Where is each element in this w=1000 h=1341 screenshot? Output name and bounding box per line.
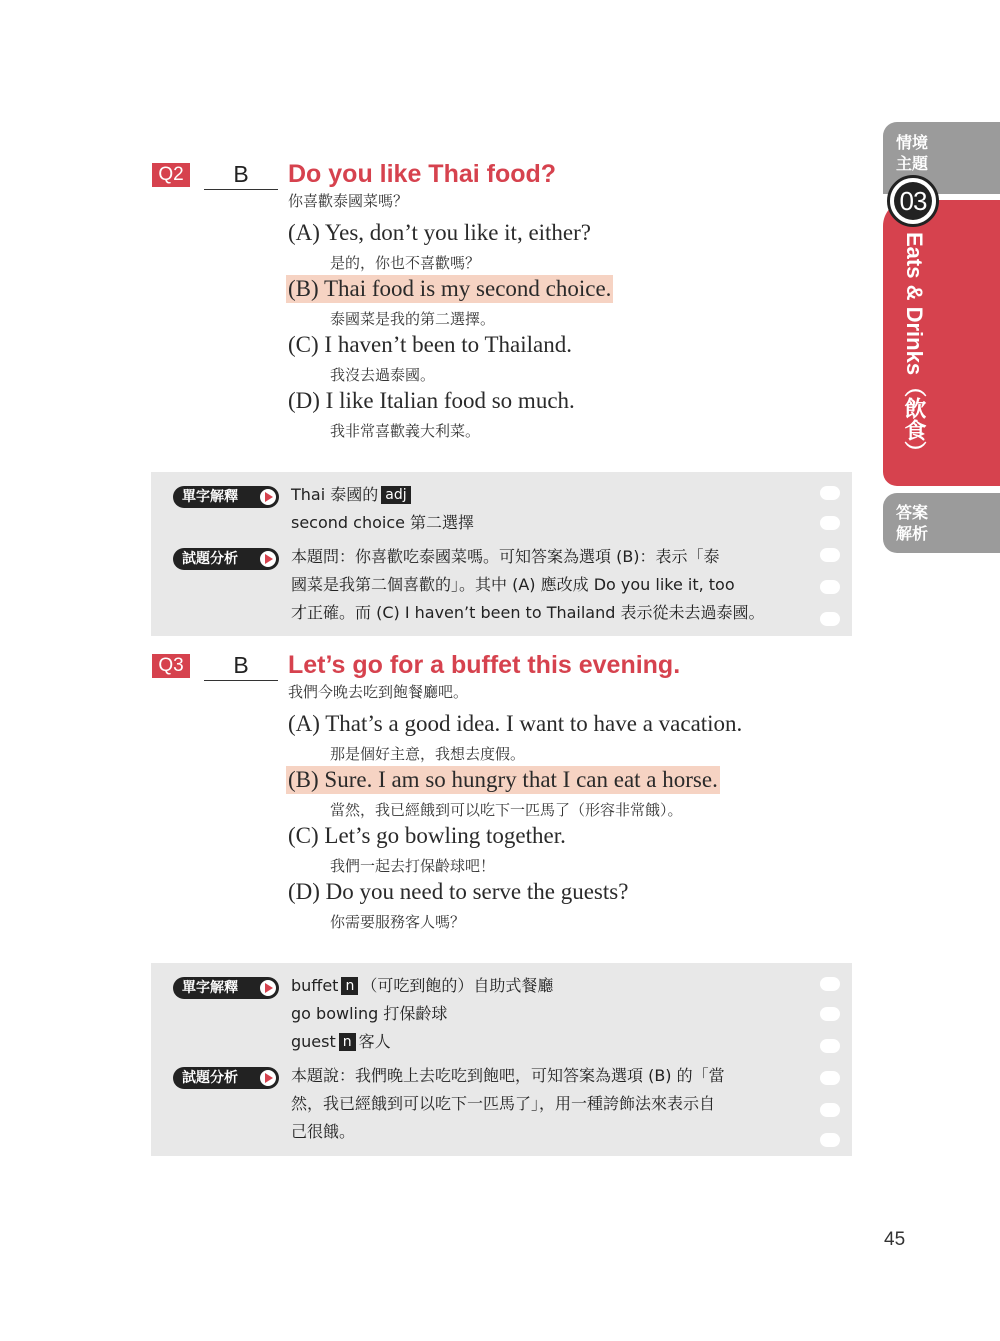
vocab-tag	[173, 977, 279, 999]
vocab-tag	[173, 486, 279, 508]
option-b	[286, 275, 613, 303]
play-arrow-icon	[259, 488, 277, 506]
option-text: (C) I haven’t been to Thailand.	[288, 332, 573, 357]
binder-ring	[820, 486, 840, 500]
chapter-title: Eats & Drinks（飲食）	[902, 232, 927, 464]
option-text-correct: (B) Sure. I am so hungry that I can eat a horse.	[288, 767, 718, 792]
answer-key: B	[204, 160, 278, 190]
vocab-word: Thai 泰國的	[291, 485, 379, 504]
analysis-line: 本題說：我們晚上去吃吃到飽吧，可知答案為選項 (B) 的「當	[291, 1066, 725, 1085]
part-of-speech-badge: n	[339, 1033, 356, 1051]
play-arrow-icon	[259, 550, 277, 568]
option-a	[286, 710, 744, 738]
option-translation: 當然，我已經餓到可以吃下一匹馬了（形容非常餓）。	[330, 801, 683, 819]
vocab-item	[291, 1031, 391, 1053]
binder-ring	[820, 1071, 840, 1085]
question-translation: 你喜歡泰國菜嗎？	[288, 192, 409, 210]
analysis-tag-label: 試題分析	[182, 1070, 238, 1086]
vocab-word: buffet	[291, 976, 339, 995]
side-tab-theme-line: 主題	[896, 154, 929, 173]
analysis-tag-label: 試題分析	[182, 551, 238, 567]
binder-ring	[820, 1007, 840, 1021]
explanation-panel-q3	[151, 963, 852, 1156]
vocab-tag-label: 單字解釋	[182, 980, 238, 996]
option-text-correct: (B) Thai food is my second choice.	[288, 276, 612, 301]
analysis-line: 國菜是我第二個喜歡的」。其中 (A) 應改成 Do you like it, too	[291, 575, 735, 594]
side-tab-answers-line: 解析	[896, 524, 929, 543]
analysis-tag	[173, 1067, 279, 1089]
option-a	[286, 219, 593, 247]
option-translation: 我非常喜歡義大利菜。	[330, 422, 481, 440]
question-text: Do you like Thai food?	[288, 160, 557, 188]
option-translation: 泰國菜是我的第二選擇。	[330, 310, 496, 328]
binder-ring	[820, 1103, 840, 1117]
side-tab-theme-line: 情境	[896, 133, 929, 152]
side-tab-answers-label	[896, 502, 928, 544]
page-number: 45	[884, 1229, 906, 1250]
question-text: Let’s go for a buffet this evening.	[288, 651, 681, 679]
chapter-number: 03	[894, 182, 932, 220]
binder-ring	[820, 548, 840, 562]
vocab-meaning: 客人	[358, 1032, 391, 1051]
part-of-speech-badge: adj	[381, 486, 410, 504]
binder-ring	[820, 516, 840, 530]
question-number-badge: Q2	[152, 163, 190, 187]
vocab-item	[291, 484, 414, 506]
play-arrow-icon	[259, 1069, 277, 1087]
option-translation: 是的，你也不喜歡嗎？	[330, 254, 481, 272]
answer-key: B	[204, 651, 278, 681]
binder-ring	[820, 1133, 840, 1147]
option-text: (D) Do you need to serve the guests?	[288, 879, 629, 904]
question-number-badge: Q3	[152, 654, 190, 678]
vocab-word: go bowling 打保齡球	[291, 1004, 448, 1023]
binder-ring	[820, 580, 840, 594]
binder-ring	[820, 1039, 840, 1053]
option-text: (D) I like Italian food so much.	[288, 388, 575, 413]
binder-ring	[820, 977, 840, 991]
analysis-line: 己很餓。	[291, 1122, 356, 1141]
vocab-tag-label: 單字解釋	[182, 489, 238, 505]
analysis-line: 然，我已經餓到可以吃下一匹馬了」，用一種誇飾法來表示自	[291, 1094, 716, 1113]
chapter-number-badge	[887, 175, 939, 227]
option-text: (A) Yes, don’t you like it, either?	[288, 220, 592, 245]
option-translation: 那是個好主意，我想去度假。	[330, 745, 526, 763]
analysis-line: 本題問：你喜歡吃泰國菜嗎。可知答案為選項 (B)：表示「泰	[291, 547, 720, 566]
option-d	[286, 387, 577, 415]
question-header	[0, 160, 860, 210]
side-tab-theme-label	[896, 132, 928, 174]
explanation-panel-q2	[151, 472, 852, 636]
vocab-item	[291, 512, 474, 534]
option-text: (A) That’s a good idea. I want to have a vacation.	[288, 711, 743, 736]
analysis-tag	[173, 548, 279, 570]
analysis-line: 才正確。而 (C) I haven’t been to Thailand 表示從未去過泰國。	[291, 603, 765, 622]
side-tab-answers-line: 答案	[896, 503, 929, 522]
vocab-meaning: （可吃到飽的）自助式餐廳	[361, 976, 554, 995]
vocab-item	[291, 975, 553, 997]
vocab-word: guest	[291, 1032, 336, 1051]
vocab-item	[291, 1003, 447, 1025]
option-b	[286, 766, 720, 794]
option-c	[286, 331, 574, 359]
question-translation: 我們今晚去吃到飽餐廳吧。	[288, 683, 469, 701]
vocab-word: second choice 第二選擇	[291, 513, 475, 532]
option-translation: 我沒去過泰國。	[330, 366, 436, 384]
option-c	[286, 822, 568, 850]
option-text: (C) Let’s go bowling together.	[288, 823, 566, 848]
option-translation: 我們一起去打保齡球吧！	[330, 857, 496, 875]
side-tab-answers[interactable]	[883, 493, 1000, 553]
play-arrow-icon	[259, 979, 277, 997]
option-d	[286, 878, 630, 906]
question-header	[0, 651, 860, 701]
option-translation: 你需要服務客人嗎？	[330, 913, 466, 931]
part-of-speech-badge: n	[341, 977, 358, 995]
binder-ring	[820, 612, 840, 626]
